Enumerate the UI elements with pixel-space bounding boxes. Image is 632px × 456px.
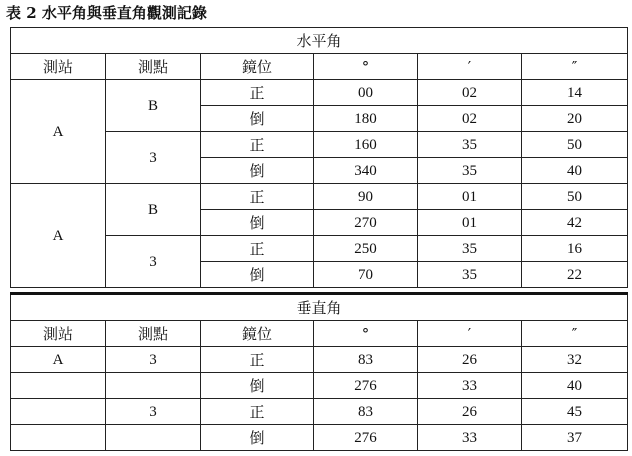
seconds-cell: 16: [522, 236, 628, 262]
header-minutes: ′: [418, 321, 522, 347]
face-cell: 倒: [201, 425, 314, 451]
seconds-cell: 22: [522, 262, 628, 288]
station-cell: A: [11, 184, 106, 288]
face-cell: 正: [201, 347, 314, 373]
header-face: 鏡位: [201, 54, 314, 80]
minutes-cell: 01: [418, 184, 522, 210]
station-cell: [11, 399, 106, 425]
seconds-cell: 50: [522, 184, 628, 210]
degrees-cell: 90: [314, 184, 418, 210]
seconds-cell: 40: [522, 373, 628, 399]
table-row: [11, 347, 628, 373]
vertical-section-title: 垂直角: [11, 294, 628, 321]
minutes-cell: 02: [418, 80, 522, 106]
table-row: [11, 80, 628, 106]
degrees-cell: 276: [314, 373, 418, 399]
point-cell: 3: [106, 399, 201, 425]
table-row: [11, 425, 628, 451]
station-cell: A: [11, 80, 106, 184]
table-row: [11, 373, 628, 399]
horizontal-section-title: 水平角: [11, 28, 628, 54]
header-face: 鏡位: [201, 321, 314, 347]
minutes-cell: 02: [418, 106, 522, 132]
seconds-cell: 14: [522, 80, 628, 106]
degrees-cell: 00: [314, 80, 418, 106]
header-seconds: ″: [522, 54, 628, 80]
header-degrees: °: [314, 321, 418, 347]
table-row: [11, 184, 628, 210]
seconds-cell: 20: [522, 106, 628, 132]
seconds-cell: 45: [522, 399, 628, 425]
degrees-cell: 250: [314, 236, 418, 262]
header-station: 測站: [11, 54, 106, 80]
minutes-cell: 33: [418, 425, 522, 451]
vertical-angle-table: [10, 292, 628, 451]
minutes-cell: 35: [418, 158, 522, 184]
station-cell: [11, 373, 106, 399]
face-cell: 正: [201, 132, 314, 158]
point-cell: 3: [106, 347, 201, 373]
header-station: 測站: [11, 321, 106, 347]
seconds-cell: 40: [522, 158, 628, 184]
degrees-cell: 70: [314, 262, 418, 288]
minutes-cell: 26: [418, 347, 522, 373]
seconds-cell: 42: [522, 210, 628, 236]
minutes-cell: 26: [418, 399, 522, 425]
minutes-cell: 35: [418, 262, 522, 288]
point-cell: B: [106, 80, 201, 132]
station-cell: A: [11, 347, 106, 373]
minutes-cell: 01: [418, 210, 522, 236]
point-cell: [106, 373, 201, 399]
degrees-cell: 160: [314, 132, 418, 158]
point-cell: [106, 425, 201, 451]
minutes-cell: 33: [418, 373, 522, 399]
face-cell: 正: [201, 236, 314, 262]
face-cell: 倒: [201, 262, 314, 288]
header-minutes: ′: [418, 54, 522, 80]
minutes-cell: 35: [418, 132, 522, 158]
minutes-cell: 35: [418, 236, 522, 262]
degrees-cell: 180: [314, 106, 418, 132]
degrees-cell: 270: [314, 210, 418, 236]
point-cell: B: [106, 184, 201, 236]
face-cell: 倒: [201, 158, 314, 184]
header-point: 測點: [106, 321, 201, 347]
header-point: 測點: [106, 54, 201, 80]
station-cell: [11, 425, 106, 451]
face-cell: 正: [201, 80, 314, 106]
table-caption: 表 2 水平角與垂直角觀測記錄: [6, 4, 207, 22]
header-degrees: °: [314, 54, 418, 80]
vertical-header-row: [11, 321, 628, 347]
face-cell: 正: [201, 184, 314, 210]
horizontal-header-row: [11, 54, 628, 80]
table-row: [11, 399, 628, 425]
face-cell: 倒: [201, 106, 314, 132]
face-cell: 倒: [201, 210, 314, 236]
point-cell: 3: [106, 236, 201, 288]
degrees-cell: 83: [314, 399, 418, 425]
seconds-cell: 37: [522, 425, 628, 451]
face-cell: 正: [201, 399, 314, 425]
point-cell: 3: [106, 132, 201, 184]
face-cell: 倒: [201, 373, 314, 399]
header-seconds: ″: [522, 321, 628, 347]
degrees-cell: 83: [314, 347, 418, 373]
seconds-cell: 32: [522, 347, 628, 373]
horizontal-angle-table: [10, 27, 628, 288]
degrees-cell: 340: [314, 158, 418, 184]
seconds-cell: 50: [522, 132, 628, 158]
degrees-cell: 276: [314, 425, 418, 451]
